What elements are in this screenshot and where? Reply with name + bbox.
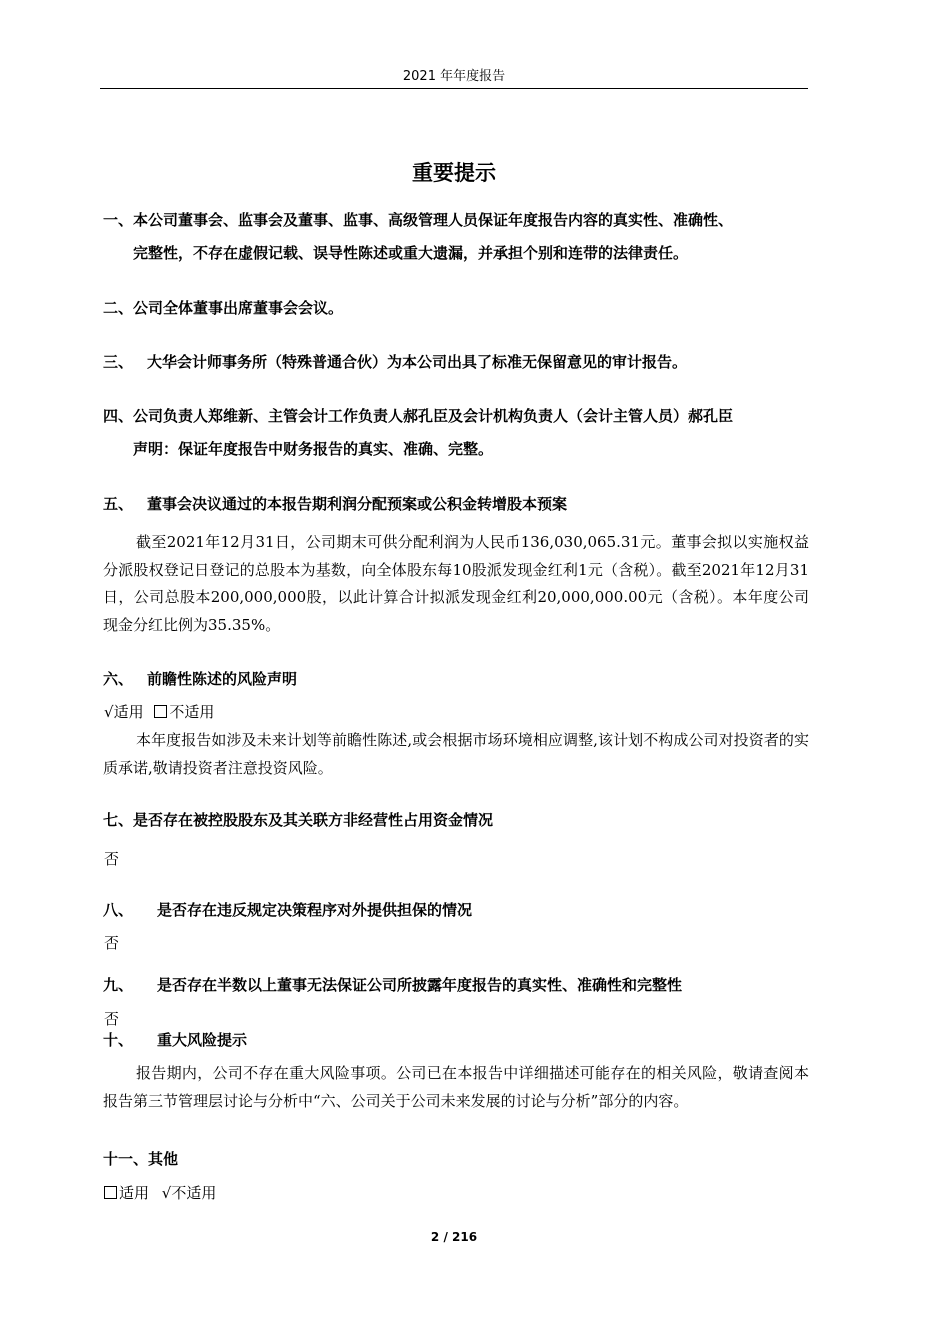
section-11 (103, 1143, 178, 1176)
section-11-number: 十一、 (103, 1150, 149, 1168)
section-11-options (104, 1182, 216, 1204)
section-4-number: 四、 (103, 407, 134, 425)
section-11-applicable: 适用 (119, 1184, 150, 1202)
section-4 (103, 400, 811, 466)
section-9-number: 九、 (103, 976, 134, 994)
page-title: 重要提示 (412, 161, 496, 185)
section-11-text: 其他 (148, 1150, 179, 1168)
section-7 (103, 804, 493, 837)
section-7-answer: 否 (104, 850, 120, 868)
section-6-body: 本年度报告如涉及未来计划等前瞻性陈述,或会根据市场环境相应调整,该计划不构成公司对投资者的实质承诺,敬请投资者注意投资风险。 (103, 731, 809, 777)
section-10 (103, 1024, 247, 1057)
section-2-text: 公司全体董事出席董事会会议。 (133, 299, 344, 317)
section-1 (103, 204, 811, 270)
section-2 (103, 292, 343, 325)
section-5-text: 董事会决议通过的本报告期利润分配预案或公积金转增股本预案 (147, 495, 568, 513)
section-6 (103, 663, 297, 696)
section-11-not-applicable: 不适用 (171, 1184, 217, 1202)
section-10-number: 十、 (103, 1031, 134, 1049)
section-8-text: 是否存在违反规定决策程序对外提供担保的情况 (157, 901, 473, 919)
section-1-number: 一、 (103, 211, 134, 229)
section-7-number: 七、 (103, 811, 134, 829)
section-6-checkmark: √ (104, 703, 114, 721)
section-5 (103, 488, 567, 521)
section-5-number: 五、 (103, 495, 134, 513)
section-6-applicable: 适用 (113, 703, 144, 721)
section-4-line2: 声明：保证年度报告中财务报告的真实、准确、完整。 (133, 440, 494, 458)
page-number: 2 / 216 (430, 1230, 478, 1244)
section-1-line2: 完整性，不存在虚假记载、误导性陈述或重大遗漏，并承担个别和连带的法律责任。 (133, 244, 689, 262)
section-6-options (104, 701, 214, 723)
checkbox-empty-icon (154, 705, 167, 718)
section-3-number: 三、 (103, 353, 134, 371)
section-3 (103, 346, 687, 379)
section-6-number: 六、 (103, 670, 134, 688)
section-9 (103, 969, 682, 1002)
section-2-number: 二、 (103, 299, 134, 317)
section-8-answer: 否 (104, 934, 120, 952)
page-header: 2021 年年度报告 (402, 69, 506, 84)
section-5-body: 截至2021年12月31日，公司期末可供分配利润为人民币136,030,065.31元。董事会拟以实施权益分派股权登记日登记的总股本为基数，向全体股东每10股派发现金红利1元（含税）。截至2021年12月31日，公司总股本200,000,000股，以此计算合计拟派发现金红利20,000,000.00元（含税）。本年度公司现金分红比例为35.35%。 (103, 533, 809, 634)
section-6-text: 前瞻性陈述的风险声明 (147, 670, 298, 688)
checkbox-empty-icon (104, 1186, 117, 1199)
section-9-text: 是否存在半数以上董事无法保证公司所披露年度报告的真实性、准确性和完整性 (157, 976, 683, 994)
header-divider (100, 88, 808, 89)
section-10-body: 报告期内，公司不存在重大风险事项。公司已在本报告中详细描述可能存在的相关风险，敬请查阅本报告第三节管理层讨论与分析中“六、公司关于公司未来发展的讨论与分析”部分的内容。 (103, 1064, 809, 1110)
section-7-text: 是否存在被控股股东及其关联方非经营性占用资金情况 (133, 811, 494, 829)
section-9-answer: 否 (104, 1010, 120, 1028)
section-8-number: 八、 (103, 901, 134, 919)
section-6-not-applicable: 不适用 (169, 703, 215, 721)
section-8 (103, 894, 472, 927)
section-3-text: 大华会计师事务所（特殊普通合伙）为本公司出具了标准无保留意见的审计报告。 (147, 353, 688, 371)
section-10-text: 重大风险提示 (157, 1031, 248, 1049)
section-4-line1: 公司负责人郑维新、主管会计工作负责人郝孔臣及会计机构负责人（会计主管人员）郝孔臣 (133, 407, 734, 425)
section-1-line1: 本公司董事会、监事会及董事、监事、高级管理人员保证年度报告内容的真实性、准确性、 (133, 211, 734, 229)
section-11-checkmark: √ (161, 1184, 172, 1202)
